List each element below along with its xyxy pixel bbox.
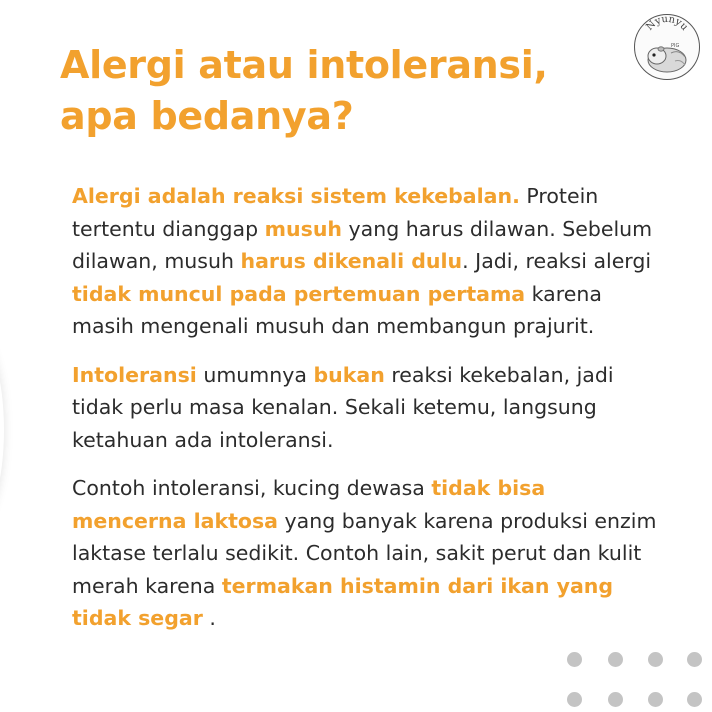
title-line-2: apa bedanya? xyxy=(60,94,354,138)
dot xyxy=(608,652,623,667)
body-text: reaksi kekebalan, jadi tidak perlu masa kenalan. Sekali ketemu, langsung ketahuan ada intoleransi. xyxy=(72,362,614,452)
logo-text-bottom: PIG xyxy=(671,43,680,49)
body-text: yang harus dilawan. Sebelum dilawan, musuh xyxy=(72,216,653,273)
paragraph-intolerance xyxy=(72,359,664,457)
highlight-text: harus dikenali dulu xyxy=(240,249,463,273)
body-text: Protein tertentu dianggap xyxy=(72,184,599,241)
dot xyxy=(567,692,582,707)
body-text: karena masih mengenali musuh dan membangun prajurit. xyxy=(72,281,602,338)
highlight-text: bukan xyxy=(313,362,385,387)
paragraph-example xyxy=(72,472,664,635)
body-text: yang banyak karena produksi enzim laktase terlalu sedikit. Contoh lain, sakit perut dan kulit merah karena xyxy=(72,508,657,598)
highlight-text: musuh xyxy=(264,216,343,241)
highlight-text: Intoleransi xyxy=(72,362,197,387)
brand-logo xyxy=(634,14,700,80)
dot xyxy=(648,652,663,667)
paragraph-allergy xyxy=(72,180,664,343)
logo-text-top: Nyunyu xyxy=(644,15,690,33)
body-text: Contoh intoleransi, kucing dewasa xyxy=(72,476,432,500)
highlight-text: termakan histamin dari ikan yang tidak segar xyxy=(72,573,614,630)
body-text: . Jadi, reaksi alergi xyxy=(462,249,652,273)
page-title xyxy=(60,40,620,142)
dot xyxy=(687,652,702,667)
body-text: . xyxy=(202,606,216,630)
dot xyxy=(608,692,623,707)
main-content xyxy=(72,180,664,651)
guinea-pig-icon xyxy=(635,15,699,79)
svg-text:Nyunyu xyxy=(644,15,690,33)
dot xyxy=(567,652,582,667)
decorative-dots xyxy=(565,652,705,712)
dot xyxy=(687,692,702,707)
highlight-text: Alergi adalah reaksi sistem kekebalan. xyxy=(72,184,520,208)
title-line-1: Alergi atau intoleransi, xyxy=(60,43,548,87)
body-text: umumnya xyxy=(196,362,314,387)
left-edge-decoration xyxy=(0,330,4,530)
highlight-text: tidak muncul pada pertemuan pertama xyxy=(72,281,526,306)
dot xyxy=(648,692,663,707)
highlight-text: tidak bisa mencerna laktosa xyxy=(72,476,546,533)
